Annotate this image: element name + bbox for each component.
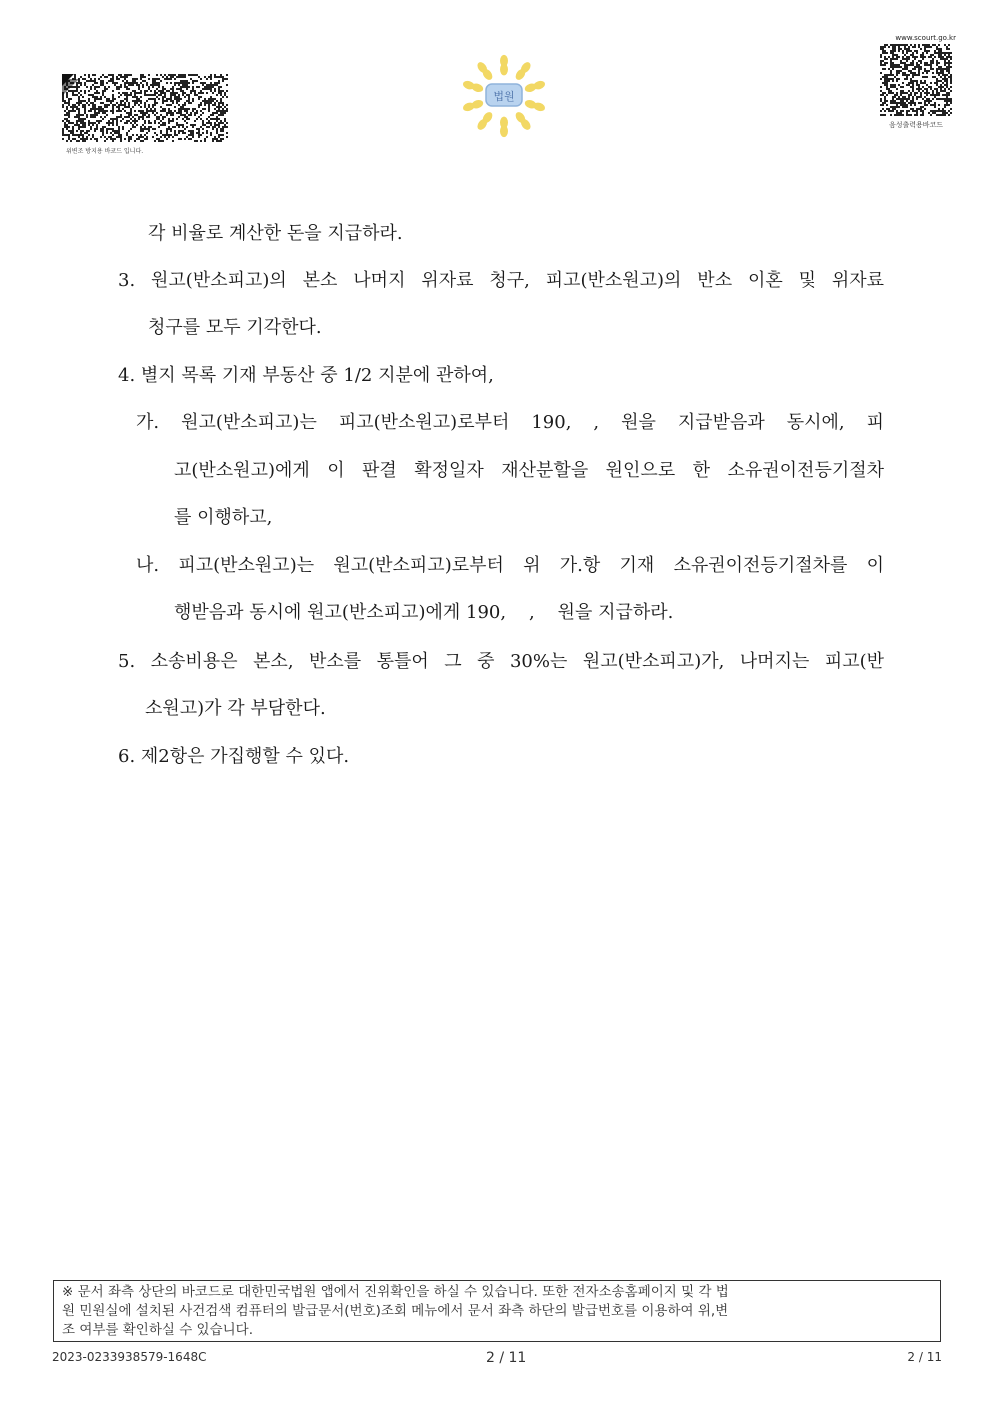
issue-number: 2023-0233938579-1648C (52, 1350, 207, 1364)
body-line: 고(반소원고)에게 이 판결 확정일자 재산분할을 원인으로 한 소유권이전등기절차 (174, 460, 884, 481)
notice-line: 조 여부를 확인하실 수 있습니다. (62, 1322, 253, 1338)
body-line: 5. 소송비용은 본소, 반소를 통틀어 그 중 30%는 원고(반소피고)가, 나머지는 피고(반 (118, 651, 884, 672)
verification-notice (53, 1280, 941, 1342)
qr-caption: 음성출력용바코드 (888, 121, 944, 129)
body-line: 가. 원고(반소피고)는 피고(반소원고)로부터 190, , 원을 지급받음과 동시에, 피 (136, 412, 884, 433)
body-line: 4. 별지 목록 기재 부동산 중 1/2 지분에 관하여, (118, 365, 494, 386)
anti-forgery-barcode (62, 74, 228, 142)
page-number: 2 / 11 (486, 1350, 527, 1366)
notice-line: ※ 문서 좌측 상단의 바코드로 대한민국법원 앱에서 진위확인을 하실 수 있습니다. 또한 전자소송홈페이지 및 각 법 (62, 1284, 729, 1300)
site-url: www.scourt.go.kr (895, 34, 956, 42)
body-line: 행받음과 동시에 원고(반소피고)에게 190, , 원을 지급하라. (174, 602, 674, 623)
body-line: 6. 제2항은 가집행할 수 있다. (118, 746, 350, 767)
body-line: 나. 피고(반소원고)는 원고(반소피고)로부터 위 가.항 기재 소유권이전등기절차를 이 (136, 555, 884, 576)
body-line: 소원고)가 각 부담한다. (145, 698, 326, 719)
body-line: 를 이행하고, (174, 507, 273, 528)
body-line: 청구를 모두 기각한다. (148, 317, 322, 338)
notice-line: 원 민원실에 설치된 사건검색 컴퓨터의 발급문서(번호)조회 메뉴에서 문서 좌측 하단의 발급번호를 이용하여 위,변 (62, 1303, 729, 1319)
barcode-caption: 위변조 방지용 바코드 입니다. (66, 148, 144, 155)
page-number-right: 2 / 11 (907, 1350, 942, 1364)
court-emblem-icon (456, 52, 552, 142)
body-line: 3. 원고(반소피고)의 본소 나머지 위자료 청구, 피고(반소원고)의 반소 이혼 및 위자료 (118, 270, 884, 291)
voice-output-qr-code (880, 44, 952, 116)
body-line: 각 비율로 계산한 돈을 지급하라. (148, 223, 403, 244)
emblem-label: 법원 (493, 90, 515, 103)
